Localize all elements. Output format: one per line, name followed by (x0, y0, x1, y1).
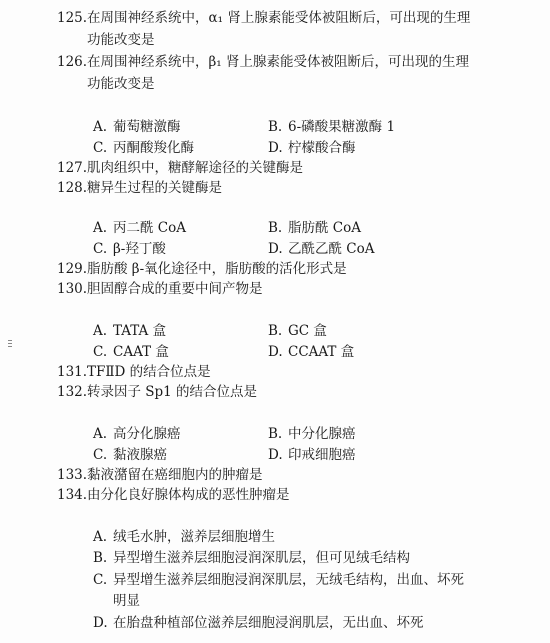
option-a: A. 绒毛水肿，滋养层细胞增生 (93, 529, 275, 545)
question-130: 130.胆固醇合成的重要中间产物是 (57, 281, 263, 297)
question-132: 132.转录因子 Sp1 的结合位点是 (57, 384, 258, 400)
option-d: D. CCAAT 盒 (268, 344, 355, 360)
option-c: C. CAAT 盒 (93, 344, 169, 360)
option-a: A. 高分化腺癌 (93, 426, 181, 442)
question-125: 125.在周围神经系统中，α₁ 肾上腺素能受体被阻断后，可出现的生理 (57, 10, 471, 26)
option-c: C. β-羟丁酸 (93, 241, 166, 257)
question-128: 128.糖异生过程的关键酶是 (57, 180, 222, 196)
question-126: 126.在周围神经系统中，β₁ 肾上腺素能受体被阻断后，可出现的生理 (57, 54, 470, 70)
scan-mark (8, 343, 12, 344)
option-c: C. 异型增生滋养层细胞浸润深肌层，无绒毛结构，出血、坏死 (93, 572, 464, 588)
option-d: D. 在胎盘种植部位滋养层细胞浸润肌层，无出血、坏死 (93, 615, 424, 631)
option-b: B. 异型增生滋养层细胞浸润深肌层，但可见绒毛结构 (93, 550, 410, 566)
question-125-cont: 功能改变是 (87, 32, 155, 48)
option-d: D. 印戒细胞癌 (268, 447, 356, 463)
option-c: C. 丙酮酸羧化酶 (93, 140, 194, 156)
option-c: C. 黏液腺癌 (93, 447, 167, 463)
option-b: B. 脂肪酰 CoA (268, 220, 361, 236)
scan-mark (8, 340, 12, 341)
question-127: 127.肌肉组织中，糖酵解途径的关键酶是 (57, 160, 303, 176)
option-a: A. 葡萄糖激酶 (93, 119, 181, 135)
option-a: A. TATA 盒 (93, 323, 167, 339)
question-131: 131.TFⅡD 的结合位点是 (57, 364, 211, 380)
question-129: 129.脂肪酸 β-氧化途径中，脂肪酸的活化形式是 (57, 261, 347, 277)
option-d: D. 柠檬酸合酶 (268, 140, 356, 156)
question-134: 134.由分化良好腺体构成的恶性肿瘤是 (57, 487, 290, 503)
question-126-cont: 功能改变是 (87, 76, 155, 92)
scan-mark (8, 346, 12, 347)
option-b: B. GC 盒 (268, 323, 327, 339)
question-133: 133.黏液潴留在癌细胞内的肿瘤是 (57, 467, 263, 483)
option-a: A. 丙二酰 CoA (93, 220, 186, 236)
option-b: B. 6-磷酸果糖激酶 1 (268, 119, 396, 135)
option-d: D. 乙酰乙酰 CoA (268, 241, 375, 257)
option-b: B. 中分化腺癌 (268, 426, 356, 442)
option-c-cont: 明显 (113, 593, 140, 609)
